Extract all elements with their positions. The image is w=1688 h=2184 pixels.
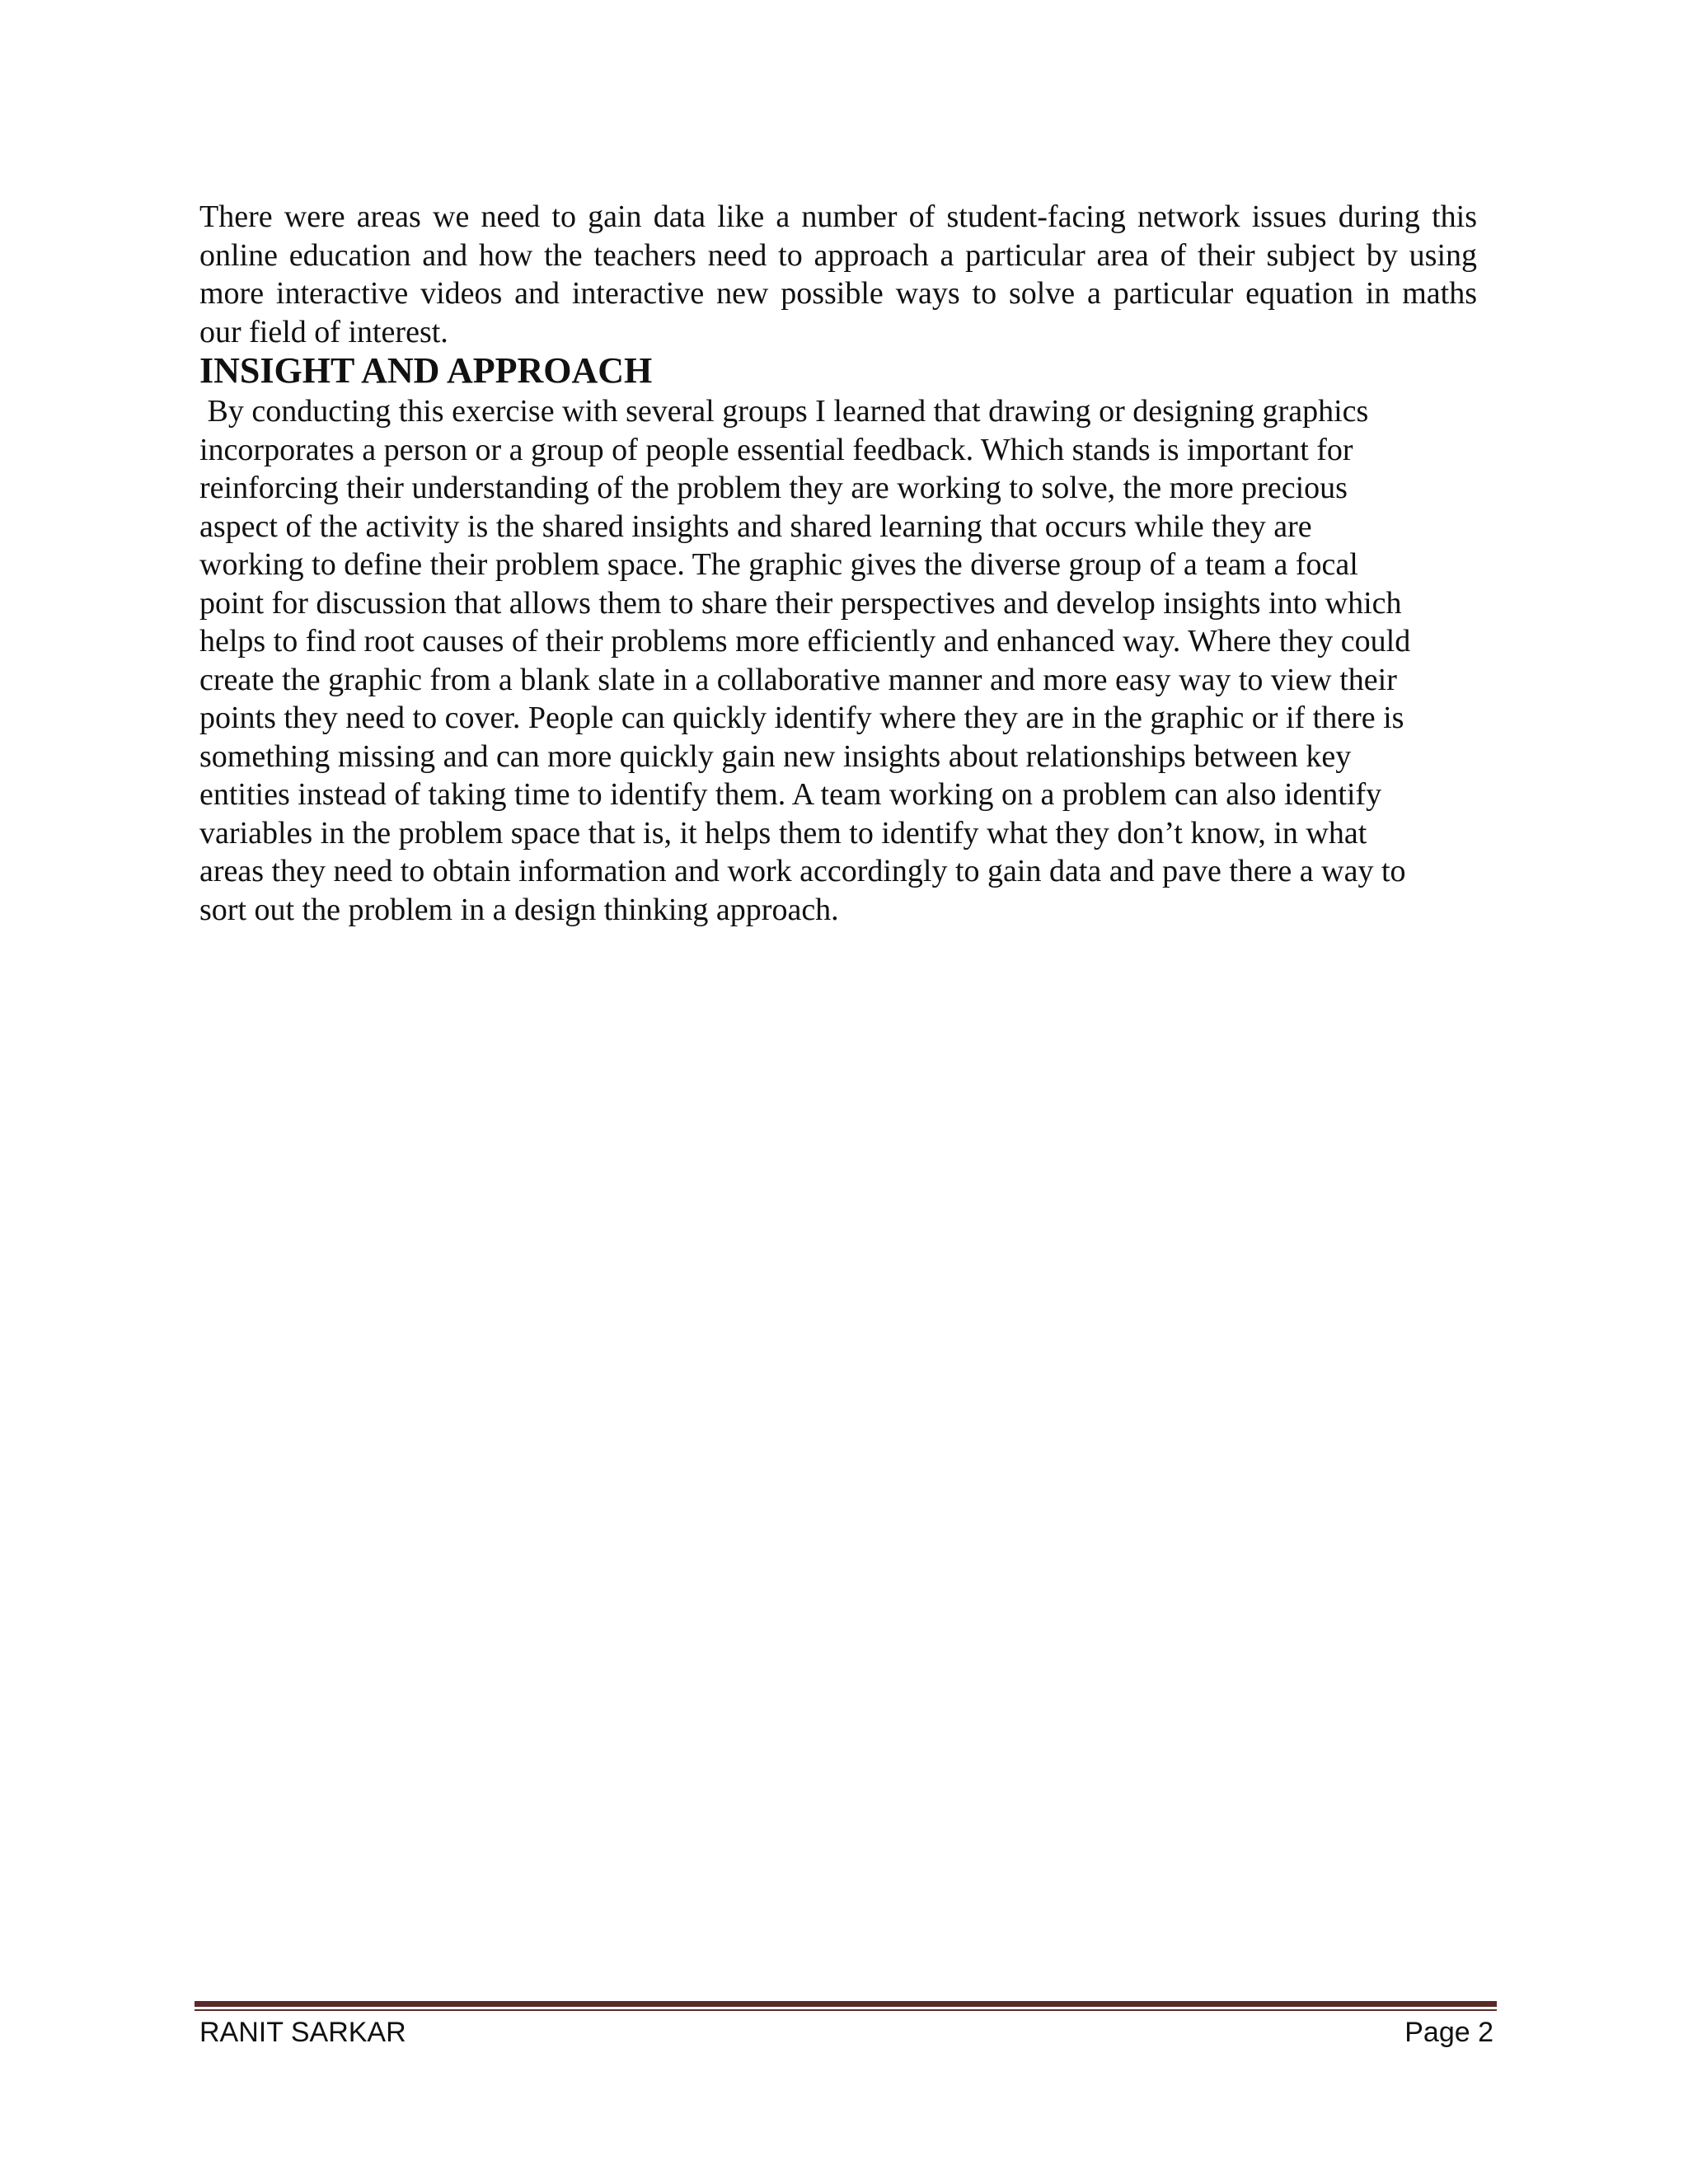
paragraph-line: reinforcing their understanding of the problem they are working to solve, the more precious — [199, 471, 1348, 505]
section-heading: INSIGHT AND APPROACH — [199, 350, 653, 391]
footer-page-number: Page 2 — [1404, 2017, 1493, 2048]
paragraph-line: create the graphic from a blank slate in a collaborative manner and more easy way to view their — [199, 662, 1397, 697]
paragraph-line: more interactive videos and interactive new possible ways to solve a particular equation in maths — [199, 276, 1477, 311]
paragraph-line: online education and how the teachers need to approach a particular area of their subject by using — [199, 237, 1477, 273]
paragraph-line: entities instead of taking time to identify them. A team working on a problem can also identify — [199, 777, 1382, 812]
paragraph-line: our field of interest. — [199, 314, 448, 349]
paragraph-line: variables in the problem space that is, it helps them to identify what they don’t know, in what — [199, 815, 1367, 851]
footer-divider — [195, 2001, 1497, 2007]
paragraph-line: areas they need to obtain information and work accordingly to gain data and pave there a way to — [199, 854, 1406, 888]
paragraph-line: working to define their problem space. The graphic gives the diverse group of a team a focal — [199, 547, 1358, 582]
paragraph-line: something missing and can more quickly gain new insights about relationships between key — [199, 738, 1352, 774]
paragraph-insight — [199, 392, 1477, 929]
paragraph-line: helps to find root causes of their problems more efficiently and enhanced way. Where they could — [199, 624, 1411, 658]
footer-author: RANIT SARKAR — [199, 2017, 406, 2048]
paragraph-line: sort out the problem in a design thinking approach. — [199, 892, 839, 927]
paragraph-line: incorporates a person or a group of people essential feedback. Which stands is important for — [199, 432, 1353, 467]
paragraph-line: aspect of the activity is the shared insights and shared learning that occurs while they are — [199, 509, 1312, 544]
paragraph-line: point for discussion that allows them to share their perspectives and develop insights into which — [199, 585, 1402, 621]
paragraph-line: There were areas we need to gain data like a number of student-facing network issues during this — [199, 199, 1477, 234]
paragraph-line: By conducting this exercise with several groups I learned that drawing or designing graphics — [199, 394, 1369, 429]
footer-divider-thin — [195, 2009, 1497, 2011]
paragraph-intro — [199, 198, 1477, 351]
paragraph-line: points they need to cover. People can quickly identify where they are in the graphic or if there is — [199, 701, 1404, 735]
